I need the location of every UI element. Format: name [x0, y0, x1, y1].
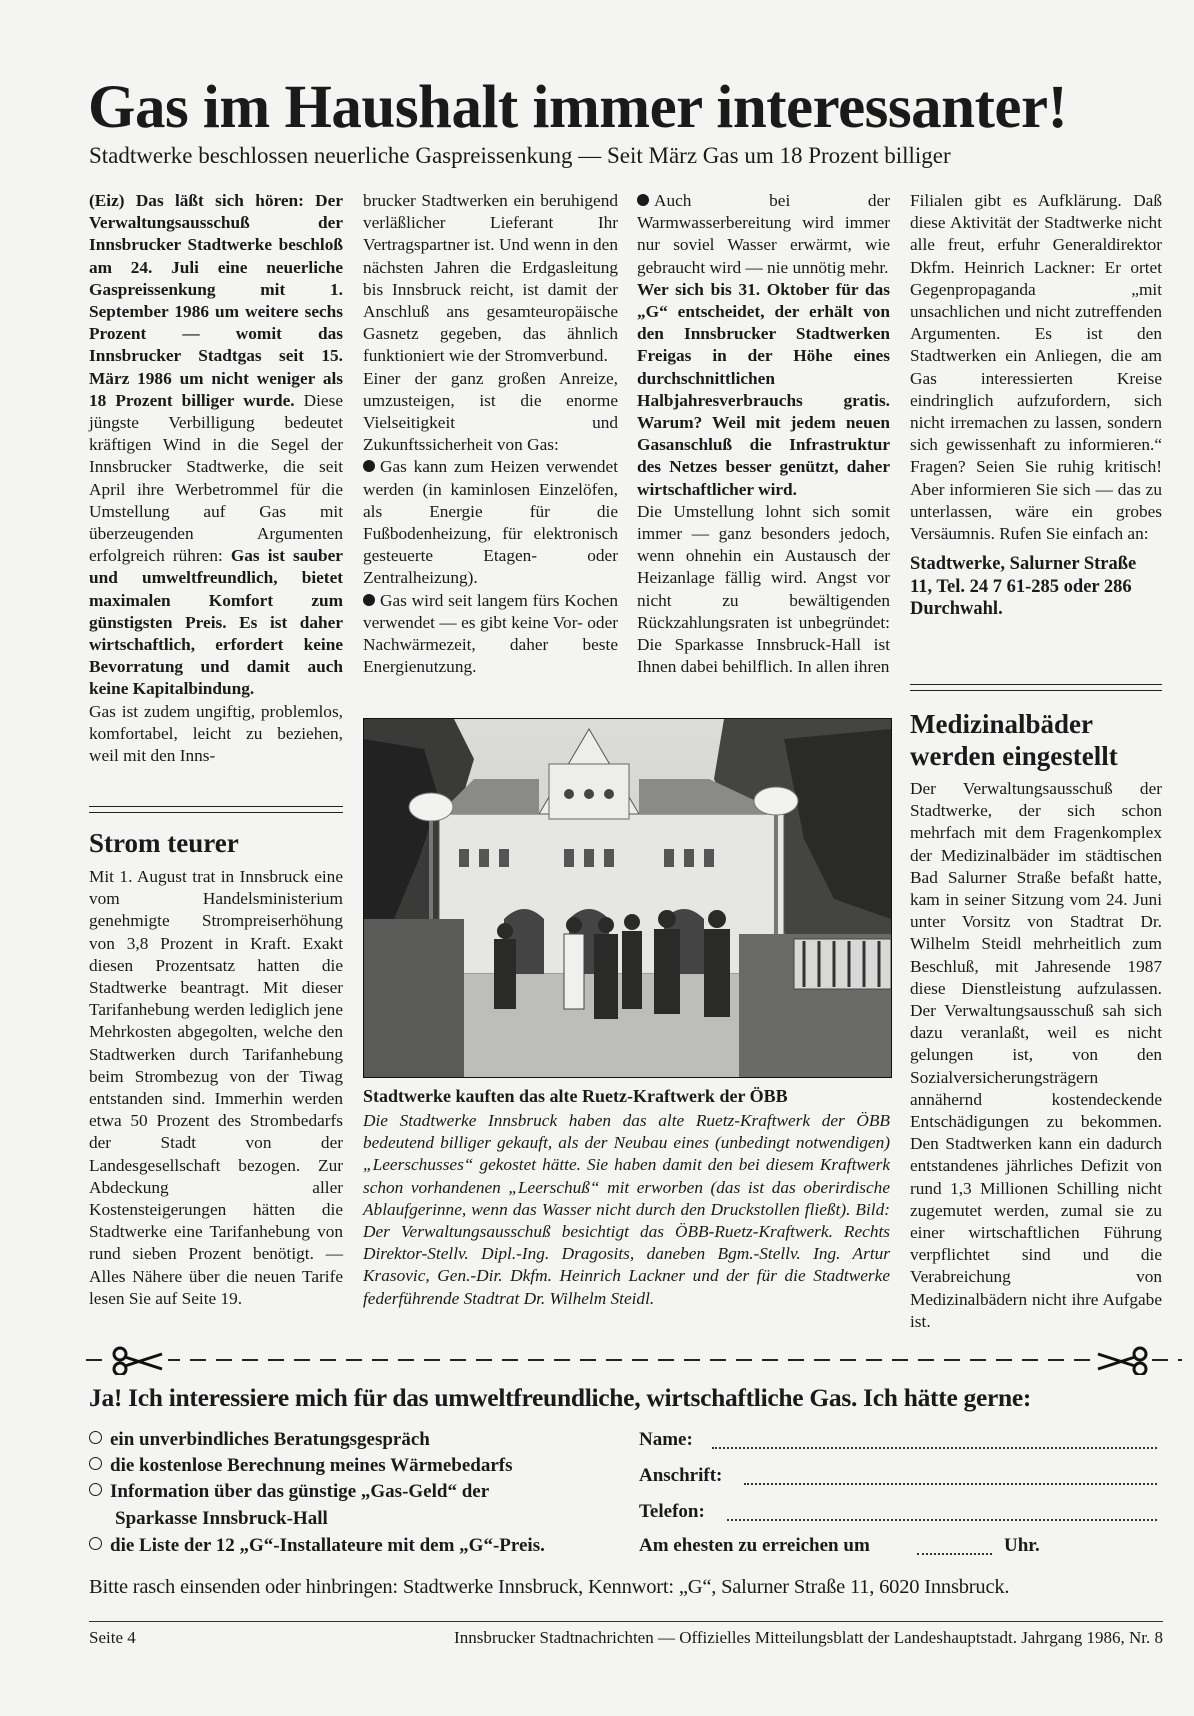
checkbox-circle-icon[interactable]	[89, 1537, 102, 1550]
article-highlight: Gas ist sauber und umweltfreundlich, bietet maximalen Komfort zum günstigsten Preis. Es ist daher wirtschaftlich, erfordert keine Bevorratung und damit auch keine Kapitalbindung.	[89, 546, 343, 699]
bullet-icon	[363, 594, 375, 606]
strom-title: Strom teurer	[89, 828, 239, 858]
article-text: brucker Stadtwerken ein beruhigend verläßlicher Lieferant Ihr Vertragspartner ist. Und wenn in den nächsten Jahren die Erdgasleitung bis Innsbruck reicht, ist damit der Anschluß ans gesamteuropäische Gasnetz gegeben, das ähnlich funktioniert wie der Stromverbund.	[363, 191, 618, 366]
reach-suffix: Uhr.	[1004, 1535, 1040, 1556]
send-instructions: Bitte rasch einsenden oder hinbringen: Stadtwerke Innsbruck, Kennwort: „G“, Salurner Straße 11, 6020 Innsbruck.	[89, 1576, 1010, 1598]
article-column-2	[363, 190, 618, 678]
coupon-option-continued: Sparkasse Innsbruck-Hall	[115, 1508, 328, 1529]
article-text: Gas ist zudem ungiftig, problemlos, komfortabel, leicht zu beziehen, weil mit den Inns-	[89, 701, 343, 766]
photo-caption: Die Stadtwerke Innsbruck haben das alte Ruetz-Kraftwerk der ÖBB bedeutend billiger gekauft, als der Neubau eines (unbedingt notwendigen) „Leerschusses“ gekostet hätte. Sie haben damit den bei diesem Kraftwerk schon vorhandenen „Leerschuß“ mit erworben (das ist das oberirdische Ablaufgerinne, wenn das Wasser nicht durch den Druckstollen fließt). Bild: Der Verwaltungsausschuß besichtigt das ÖBB-Ruetz-Kraftwerk. Rechts Direktor-Stellv. Dipl.-Ing. Dragosits, daneben Bgm.-Stellv. Ing. Artur Krasovic, Gen.-Dir. Dkfm. Heinrich Lackner und der für die Stadtwerke federführende Stadtrat Dr. Wilhelm Steidl.	[363, 1111, 890, 1308]
cut-line	[86, 1345, 1182, 1375]
coupon-title: Ja! Ich interessiere mich für das umweltfreundliche, wirtschaftliche Gas. Ich hätte gerne:	[89, 1383, 1032, 1412]
scissors-icon	[1092, 1347, 1152, 1375]
checkbox-circle-icon[interactable]	[89, 1483, 102, 1496]
strom-text: Mit 1. August trat in Innsbruck eine vom Handelsministerium genehmigte Strompreiserhöhung von 3,8 Prozent in Kraft. Exakt diesen Prozentsatz hatten die Stadtwerke beantragt. Mit dieser Tarifanhebung werden lediglich jene Mehrkosten abgegolten, welche den Stadtwerken durch Tarifanhebung beim Strombezug von der Tiwag entstanden sind. Immerhin werden etwa 50 Prozent des Strombedarfs der Stadt von der Landesgesellschaft bezogen. Zur Abdeckung aller Kostensteigerungen hätten die Stadtwerke eine Tarifanhebung von rund sieben Prozent benötigt. — Alles Nähere über die neuen Tarife lesen Sie auf Seite 19.	[89, 867, 343, 1308]
checkbox-circle-icon[interactable]	[89, 1457, 102, 1470]
bullet-icon	[363, 460, 375, 472]
coupon-option[interactable]: ein unverbindliches Beratungsgespräch	[89, 1427, 430, 1453]
coupon-option[interactable]: die Liste der 12 „G“-Installateure mit dem „G“-Preis.	[89, 1533, 545, 1559]
reach-label: Am ehesten zu erreichen um	[639, 1535, 870, 1556]
reach-time-field[interactable]	[917, 1553, 992, 1555]
coupon-option[interactable]: die kostenlose Berechnung meines Wärmebedarfs	[89, 1453, 513, 1479]
bullet-item: Gas wird seit langem fürs Kochen verwendet — es gibt keine Vor- oder Nachwärmezeit, daher beste Energienutzung.	[363, 590, 618, 677]
coupon-option[interactable]: Information über das günstige „Gas-Geld“ der	[89, 1479, 489, 1505]
power-plant-photo	[363, 718, 892, 1078]
address-label: Anschrift:	[639, 1465, 723, 1486]
bullet-item: Auch bei der Warmwasserbereitung wird immer nur soviel Wasser erwärmt, wie gebraucht wird — nie unnötig mehr.	[637, 191, 890, 277]
footer-divider	[89, 1621, 1163, 1622]
article-text: Diese jüngste Verbilligung bedeutet kräftigen Wind in die Segel der Innsbrucker Stadtwerke, die seit April ihre Werbetrommel für die Umstellung auf Gas mit überzeugenden Argumenten erfolgreich rühren:	[89, 390, 343, 566]
page-number: Seite 4	[89, 1628, 136, 1647]
headline: Gas im Haushalt immer interessanter!	[88, 74, 1068, 141]
photo-caption-title: Stadtwerke kauften das alte Ruetz-Kraftwerk der ÖBB	[363, 1086, 788, 1106]
article-lead: (Eiz) Das läßt sich hören: Der Verwaltungsausschuß der Innsbrucker Stadtwerke beschloß am 24. Juli eine neuerliche Gaspreissenkung mit 1. September 1986 um weitere sechs Prozent — womit das Innsbrucker Stadtgas seit 15. März 1986 um nicht weniger als 18 Prozent billiger wurde.	[89, 191, 343, 410]
article-text: Einer der ganz großen Anreize, umzusteigen, ist die enorme Vielseitigkeit und Zukunftssicherheit von Gas:	[363, 368, 618, 455]
phone-field[interactable]	[727, 1519, 1157, 1521]
checkbox-circle-icon[interactable]	[89, 1431, 102, 1444]
bullet-icon	[637, 194, 649, 206]
section-divider	[89, 806, 343, 813]
phone-label: Telefon:	[639, 1501, 705, 1522]
medizin-title: Medizinalbäder werden eingestellt	[910, 709, 1118, 771]
publication-info: Innsbrucker Stadtnachrichten — Offizielles Mitteilungsblatt der Landeshauptstadt. Jahrgang 1986, Nr. 8	[454, 1628, 1163, 1647]
bullet-item: Gas kann zum Heizen verwendet werden (in kaminlosen Einzelöfen, als Energie für die Fußbodenheizung, für elektronisch gesteuerte Etagen- oder Zentralheizung).	[363, 457, 618, 588]
article-column-1	[89, 190, 343, 767]
article-column-3	[637, 190, 890, 678]
scissors-icon	[108, 1347, 168, 1375]
article-column-4	[910, 190, 1162, 621]
article-text: Die Umstellung lohnt sich somit immer — ganz besonders jedoch, wenn ohnehin ein Austausch der Heizanlage fällig wird. Angst vor nicht zu bewältigenden Rückzahlungsraten ist unbegründet: Die Sparkasse Innsbruck-Hall ist Ihnen dabei behilflich. In allen ihren	[637, 501, 890, 677]
article-text: Filialen gibt es Aufklärung. Daß diese Aktivität der Stadtwerke nicht alle freut, erfuhr Generaldirektor Dkfm. Heinrich Lackner: Er ortet Gegenpropaganda „mit unsachlichen und nicht zutreffenden Argumenten. Es ist den Stadtwerken ein Anliegen, die am Gas interessierten Kreise eindringlich aufzufordern, sich nicht irremachen zu lassen, sondern sich gewissenhaft zu informieren.“ Fragen? Seien Sie ruhig kritisch! Aber informieren Sie sich — das zu unterlassen, wäre ein grobes Versäumnis. Rufen Sie einfach an:	[910, 191, 1162, 544]
subtitle: Stadtwerke beschlossen neuerliche Gaspreissenkung — Seit März Gas um 18 Prozent billiger	[89, 143, 951, 168]
section-divider	[910, 684, 1162, 691]
contact-info: Stadtwerke, Salurner Straße 11, Tel. 24 7 61-285 oder 286 Durchwahl.	[910, 554, 1137, 620]
name-field[interactable]	[712, 1447, 1157, 1449]
medizin-text: Der Verwaltungsausschuß der Stadtwerke, der sich schon mehrfach mit dem Fragenkomplex der Medizinalbäder im städtischen Bad Salurner Straße befaßt hatte, kam in seiner Sitzung vom 24. Juni unter Vorsitz von Stadtrat Dr. Wilhelm Steidl mehrheitlich zum Beschluß, mit Jahresende 1987 diese Dienstleistung aufzulassen. Der Verwaltungsausschuß sah sich dazu veranlaßt, weil es nicht gelungen ist, von den Sozialversicherungsträgern annähernd kostendeckende Entschädigungen zu bekommen. Den Stadtwerken kann ein dadurch entstandenes jährliches Defizit von rund 1,3 Millionen Schilling nicht zugemutet werden, zumal sie zu einer wirtschaftlichen Führung verpflichtet sind und die Verabreichung von Medizinalbädern nicht ihre Aufgabe ist.	[910, 779, 1162, 1331]
name-label: Name:	[639, 1429, 693, 1450]
article-highlight: Wer sich bis 31. Oktober für das „G“ entscheidet, der erhält von den Innsbrucker Stadtwerken Freigas in der Höhe eines durchschnittlichen Halbjahresverbrauchs gratis. Warum? Weil mit jedem neuen Gasanschluß die Infrastruktur des Netzes besser genützt, daher wirtschaftlicher wird.	[637, 279, 890, 499]
address-field[interactable]	[744, 1483, 1157, 1485]
